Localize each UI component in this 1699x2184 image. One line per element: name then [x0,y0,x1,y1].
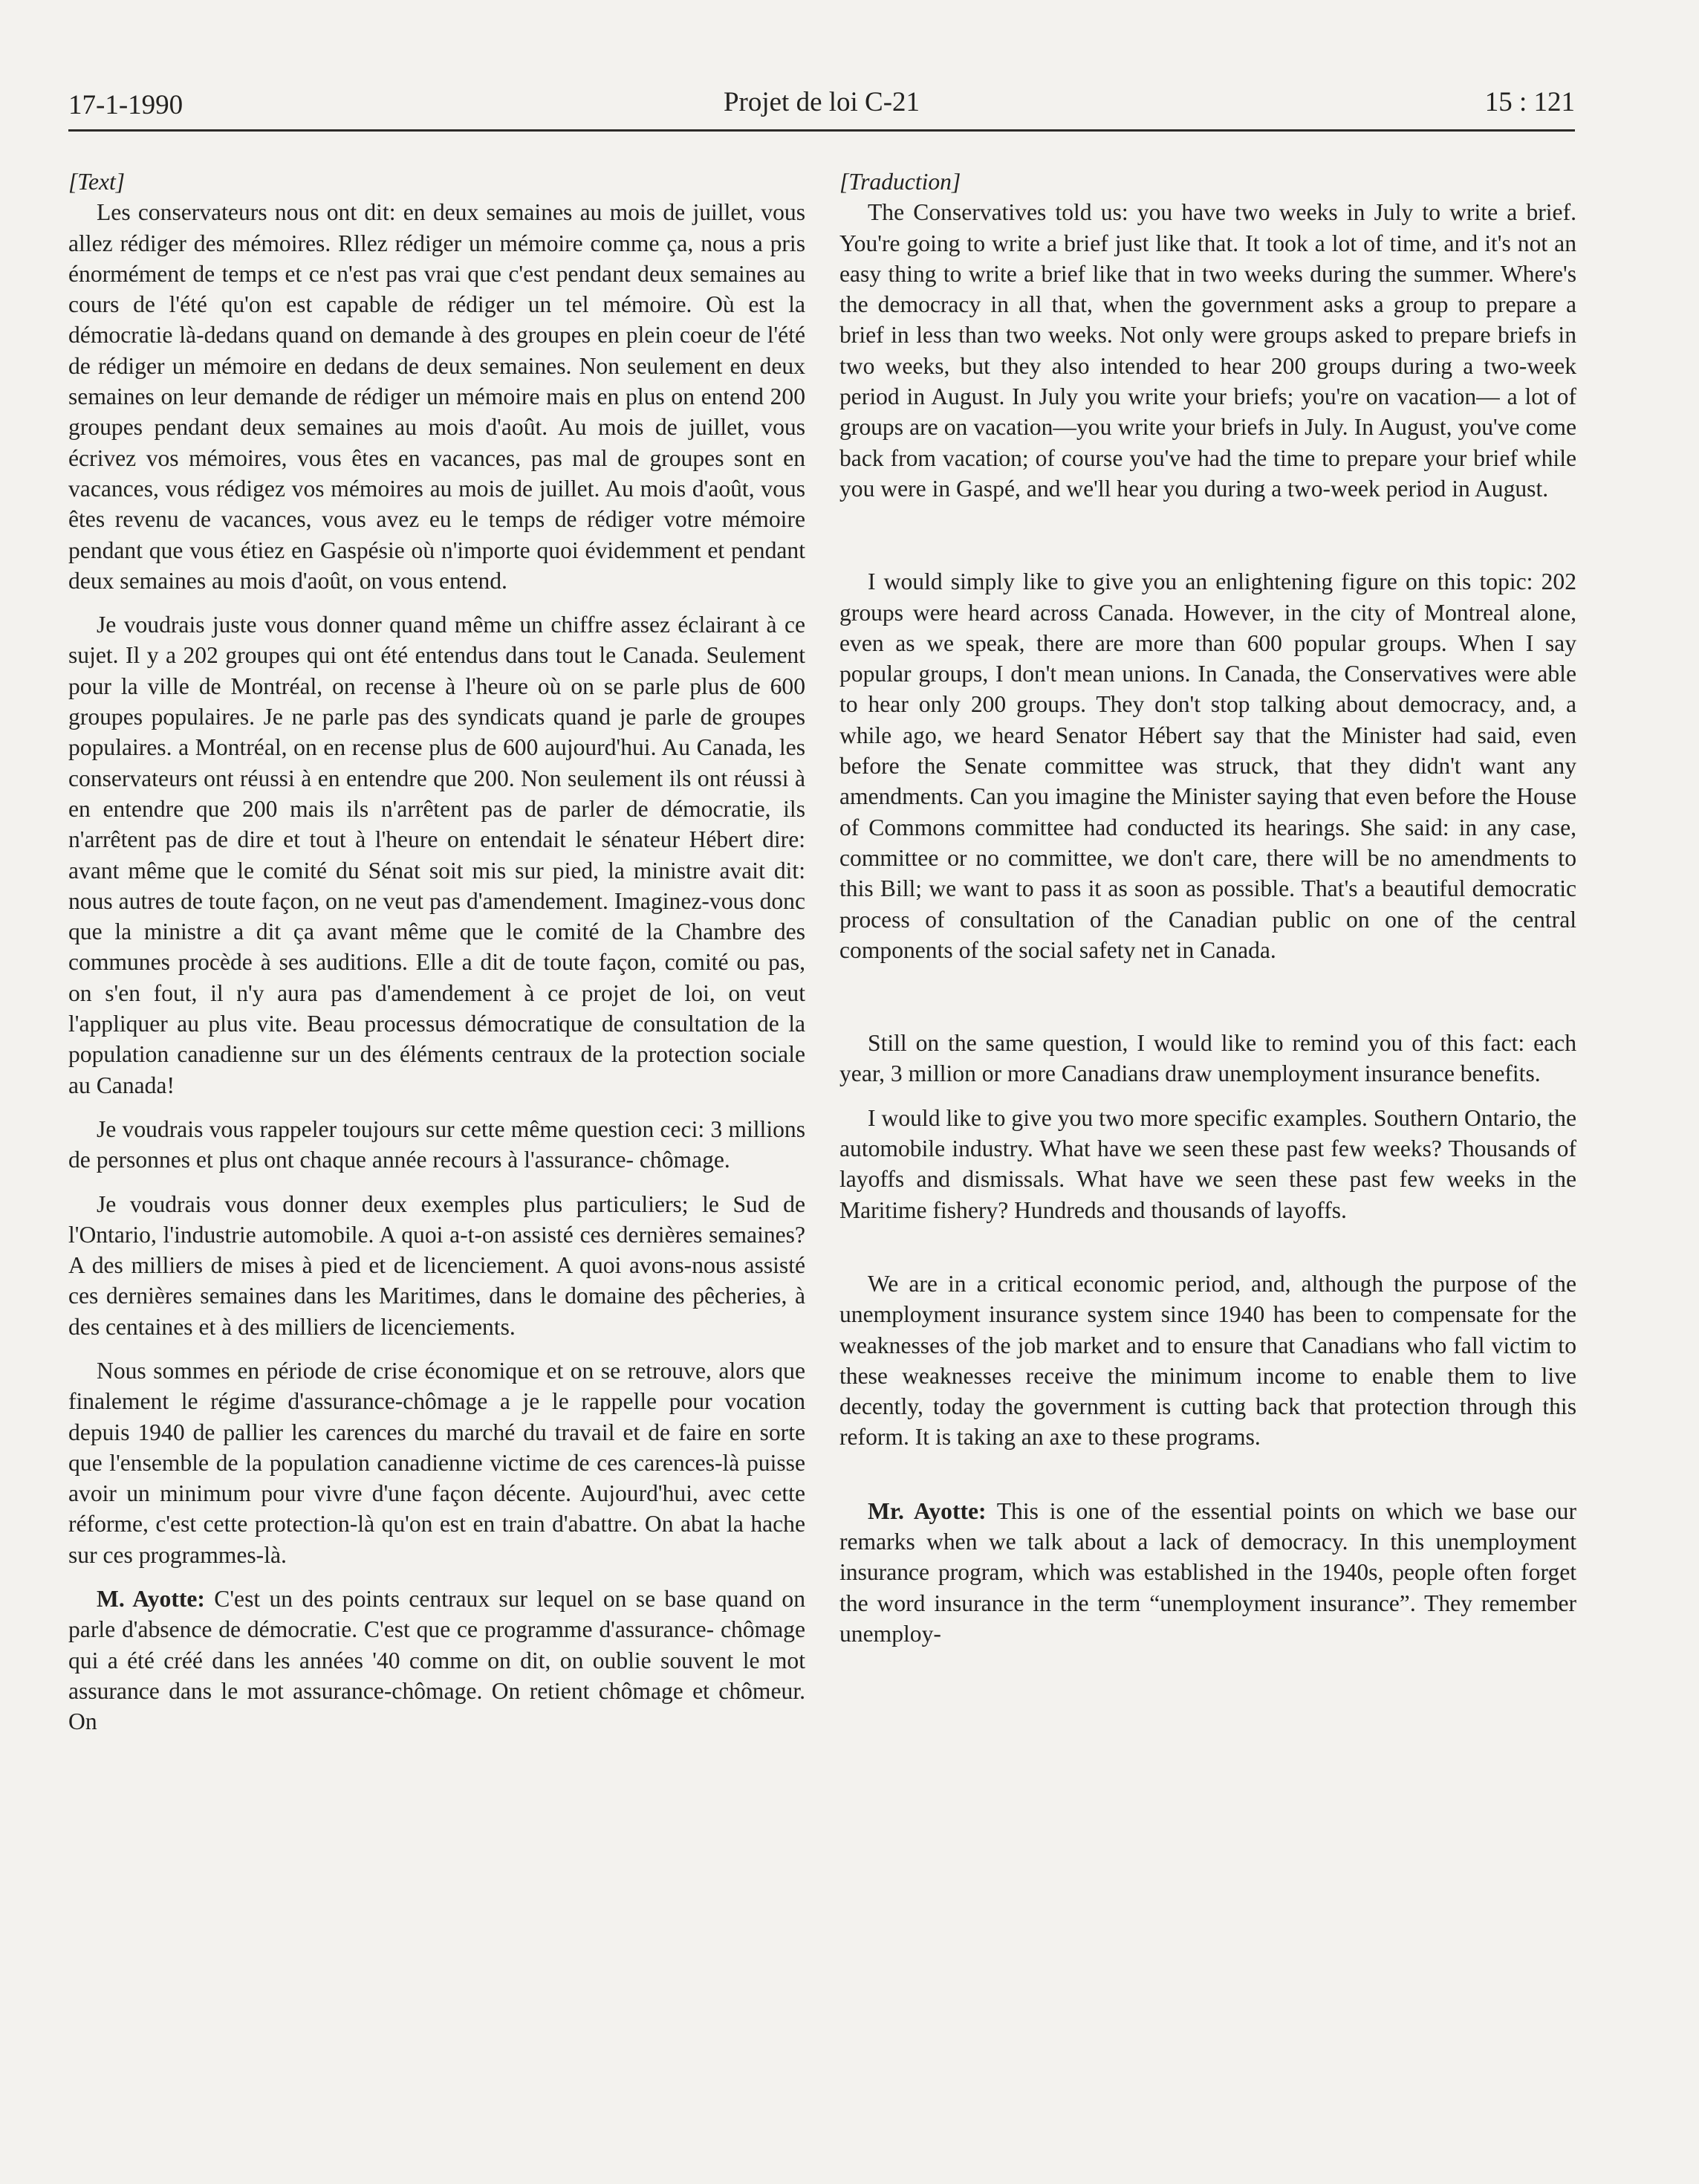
paragraph: Nous sommes en période de crise économique et on se retrouve, alors que finalement le régime d'assurance-chômage a je le rappelle pour vocation depuis 1940 de pallier les carences du marché du travail et de faire en sorte que l'ensemble de la population canadienne victime de ces carences-là puisse avoir un minimum pour vivre d'une façon décente. Aujourd'hui, avec cette réforme, c'est cette protection-là qu'on est en train d'abattre. On abat la hache sur ces programmes-là. [68,1357,805,1568]
paragraph: I would like to give you two more specific examples. Southern Ontario, the automobile industry. What have we seen these past few weeks? Thousands of layoffs and dismissals. What have we seen these past few weeks in the Maritime fishery? Hundreds and thousands of layoffs. [839,1104,1576,1223]
paragraph: Still on the same question, I would like to remind you of this fact: each year, 3 million or more Canadians draw unemployment insurance benefits. [839,1030,1576,1087]
header-date: 17-1-1990 [68,90,183,120]
english-column [839,166,1576,1649]
speaker-name: M. Ayotte: [97,1586,205,1613]
paragraph: I would simply like to give you an enlightening figure on this topic: 202 groups were heard across Canada. However, in the city of Montreal alone, even as we speak, there are more than 600 popular groups. When I say popular groups, I don't mean unions. In Canada, the Conservatives were able to hear only 200 groups. They don't stop talking about democracy, and, a while ago, we heard Senator Hébert say that the Minister had said, even before the Senate committee was struck, that they didn't want any amendments. Can you imagine the Minister saying that even before the House of Commons committee had conducted its hearings. She said: in any case, committee or no committee, we don't care, there will be no amendments to this Bill; we want to pass it as soon as possible. That's a beautiful democratic process of consultation of the Canadian public on one of the central components of the social safety net in Canada. [839,568,1576,963]
speaker-text: C'est un des points centraux sur lequel on se base quand on parle d'absence de démocratie. C'est que ce programme d'assurance- chômage qui a été créé dans les années '40 comme on dit, on oublie souvent le mot assurance dans le mot assurance-chômage. On retient chômage et chômeur. On [68,1586,805,1735]
paragraph: Je voudrais vous rappeler toujours sur cette même question ceci: 3 millions de personnes et plus ont chaque année recours à l'assurance- chômage. [68,1115,805,1173]
paragraph: The Conservatives told us: you have two weeks in July to write a brief. You're going to write a brief just like that. It took a lot of time, and it's not an easy thing to write a brief like that in two weeks during the summer. Where's the democracy in all that, when the government asks a group to prepare a brief in less than two weeks. Not only were groups asked to prepare briefs in two weeks, but they also intended to hear 200 groups during a two-week period in August. In July you write your briefs; you're on vacation— a lot of groups are on vacation—you write your briefs in July. In August, you've come back from vacation; of course you've had the time to prepare your brief while you were in Gaspé, and we'll hear you during a two-week period in August. [839,199,1576,502]
header-page-number: 15 : 121 [1484,87,1575,117]
paragraph: Je voudrais vous donner deux exemples plus particuliers; le Sud de l'Ontario, l'industrie automobile. A quoi a-t-on assisté ces dernières semaines? A des milliers de mises à pied et de licenciement. A quoi avons-nous assisté ces dernières semaines dans les Maritimes, dans le domaine des pêcheries, à des centaines et à des milliers de licenciements. [68,1190,805,1340]
speaker-text: This is one of the essential points on which we base our remarks when we talk about a lack of democracy. In this unemployment insurance program, which was established in the 1940s, people often forget the word insurance in the term “unemployment insurance”. They remember unemploy- [839,1497,1576,1647]
paragraph: We are in a critical economic period, and, although the purpose of the unemployment insurance system since 1940 has been to compensate for the weaknesses of the job market and to ensure that Canadians who fall victim to these weaknesses receive the minimum income to enable them to live decently, today the government is cutting back that protection through this reform. It is taking an axe to these programs. [839,1270,1576,1451]
speaker-paragraph [839,1496,1576,1649]
text-marker: [Text] [68,169,126,195]
speaker-paragraph [68,1584,805,1737]
header-title: Projet de loi C-21 [723,87,920,117]
page-header [68,80,1575,132]
french-column [68,166,805,1737]
paragraph: Les conservateurs nous ont dit: en deux semaines au mois de juillet, vous allez rédiger des mémoires. Rllez rédiger un mémoire comme ça, nous a pris énormément de temps et ce n'est pas vrai que c'est pendant deux semaines au cours de l'été qu'on est capable de rédiger un tel mémoire. Où est la démocratie là-dedans quand on demande à des groupes en plein coeur de l'été de rédiger un mémoire en dedans de deux semaines. Non seulement en deux semaines on leur demande de rédiger un mémoire mais en plus on entend 200 groupes pendant deux semaines au mois d'août. Au mois de juillet, vous écrivez vos mémoires, vous êtes en vacances, pas mal de groupes sont en vacances, vous rédigez vos mémoires au mois de juillet. Au mois d'août, vous êtes revenu de vacances, vous avez eu le temps de rédiger votre mémoire pendant que vous étiez en Gaspésie où n'importe quoi évidemment et pendant deux semaines au mois d'août, on vous entend. [68,199,805,594]
speaker-name: Mr. Ayotte: [868,1497,987,1524]
translation-marker: [Traduction] [839,169,961,195]
paragraph: Je voudrais juste vous donner quand même un chiffre assez éclairant à ce sujet. Il y a 202 groupes qui ont été entendus dans tout le Canada. Seulement pour la ville de Montréal, on recense à l'heure où on se parle plus de 600 groupes populaires. Je ne parle pas des syndicats quand je parle de groupes populaires. a Montréal, on en recense plus de 600 aujourd'hui. Au Canada, les conservateurs ont réussi à en entendre que 200. Non seulement ils ont réussi à en entendre que 200 mais ils n'arrêtent pas de parler de démocratie, ils n'arrêtent pas de dire et tout à l'heure on entendait le sénateur Hébert dire: avant même que le comité du Sénat soit mis sur pied, la ministre avait dit: nous autres de toute façon, on ne veut pas d'amendement. Imaginez-vous donc que la ministre a dit ça avant même que le comité de la Chambre des communes procède à ses auditions. Elle a dit de toute façon, comité ou pas, on s'en fout, il n'y aura pas d'amendement à ce projet de loi, on veut l'appliquer au plus vite. Beau processus démocratique de consultation de la population canadienne sur un des éléments centraux de la protection sociale au Canada! [68,612,805,1098]
